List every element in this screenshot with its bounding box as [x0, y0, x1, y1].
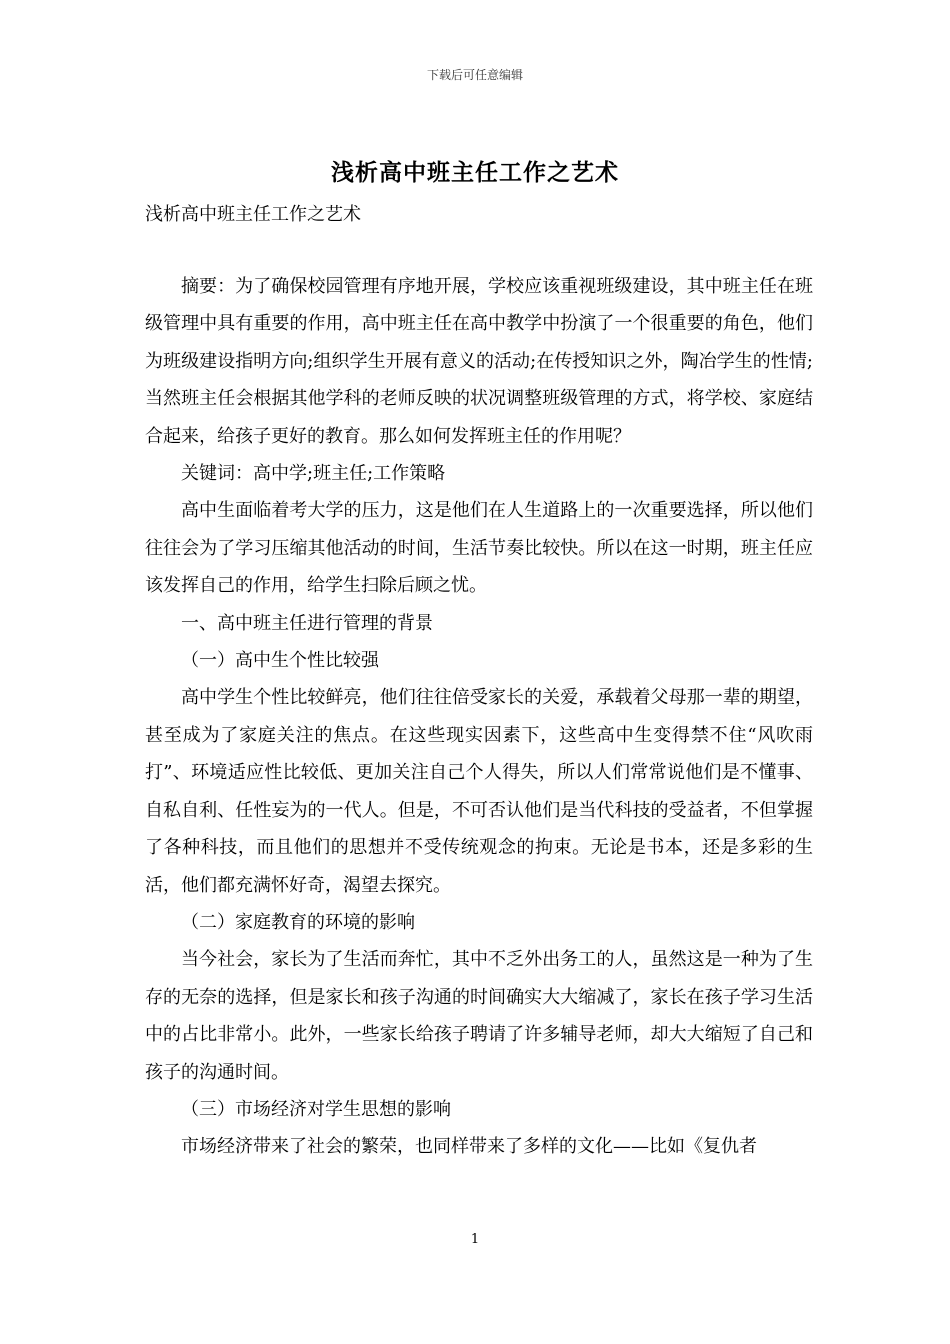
intro-paragraph: 高中生面临着考大学的压力，这是他们在人生道路上的一次重要选择，所以他们往往会为了学习压缩其他活动的时间，生活节奏比较快。所以在这一时期，班主任应该发挥自己的作用，给学生扫除后顾之忧。 — [145, 500, 813, 597]
keywords-paragraph: 关键词：高中学;班主任;工作策略 — [181, 463, 446, 485]
body-paragraph: 市场经济带来了社会的繁荣，也同样带来了多样的文化——比如《复仇者 — [181, 1136, 757, 1158]
section-heading: 一、高中班主任进行管理的背景 — [181, 612, 433, 634]
body-paragraph: 高中学生个性比较鲜亮，他们往往倍受家长的关爱，承载着父母那一辈的期望，甚至成为了家庭关注的焦点。在这些现实因素下，这些高中生变得禁不住“风吹雨打”、环境适应性比较低、更加关注自己个人得失，所以人们常常说他们是不懂事、自私自利、任性妄为的一代人。但是，不可否认他们是当代科技的受益者，不但掌握了各种科技，而且他们的思想并不受传统观念的拘束。无论是书本，还是多彩的生活，他们都充满怀好奇，渴望去探究。 — [145, 687, 813, 896]
document-subtitle: 浅析高中班主任工作之艺术 — [145, 204, 361, 225]
subsection-heading: （二）家庭教育的环境的影响 — [181, 911, 415, 933]
header-note: 下载后可任意编辑 — [426, 68, 523, 82]
abstract-paragraph: 摘要：为了确保校园管理有序地开展，学校应该重视班级建设，其中班主任在班级管理中具有重要的作用，高中班主任在高中教学中扮演了一个很重要的角色，他们为班级建设指明方向;组织学生开展有意义的活动;在传授知识之外，陶冶学生的性情;当然班主任会根据其他学科的老师反映的状况调整班级管理的方式，将学校、家庭结合起来，给孩子更好的教育。那么如何发挥班主任的作用呢？ — [145, 276, 813, 447]
body-paragraph: 当今社会，家长为了生活而奔忙，其中不乏外出务工的人，虽然这是一种为了生存的无奈的选择，但是家长和孩子沟通的时间确实大大缩减了，家长在孩子学习生活中的占比非常小。此外，一些家长给孩子聘请了许多辅导老师，却大大缩短了自己和孩子的沟通时间。 — [145, 949, 813, 1083]
document-body — [145, 268, 813, 1166]
subsection-heading: （一）高中生个性比较强 — [181, 650, 379, 672]
page-number: 1 — [470, 1232, 480, 1247]
document-title: 浅析高中班主任工作之艺术 — [331, 159, 619, 186]
subsection-heading: （三）市场经济对学生思想的影响 — [181, 1098, 451, 1120]
